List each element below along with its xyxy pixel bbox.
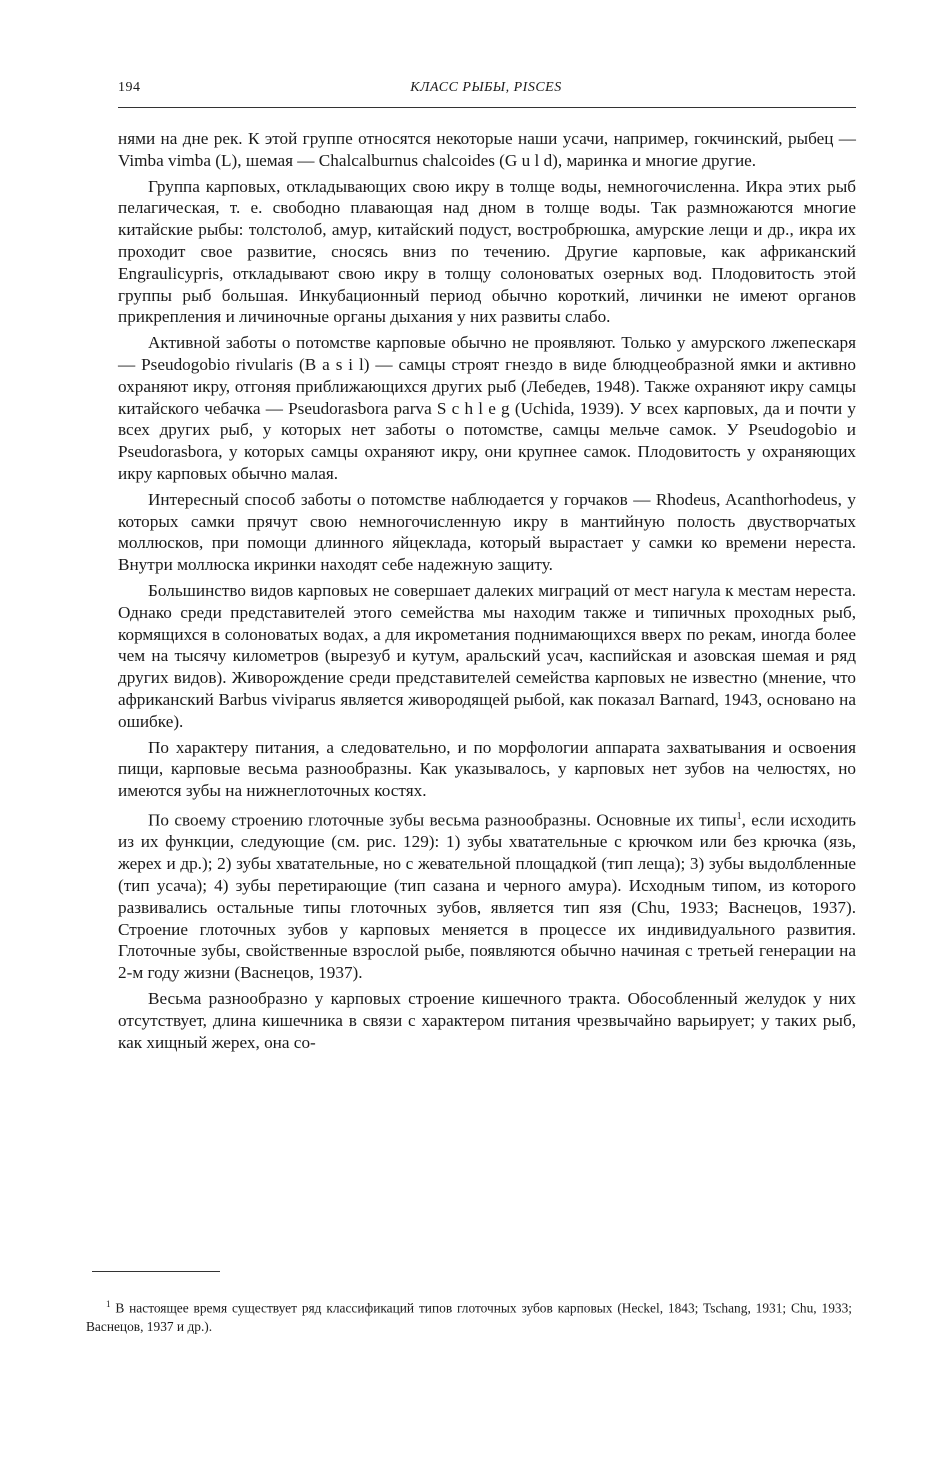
footnote-reference: 1 [736, 810, 742, 822]
running-title: КЛАСС РЫБЫ, PISCES [410, 80, 562, 95]
paragraph-bitterlings: Интересный способ заботы о потомстве наблюдается у горчаков — Rhodeus, Acanthorhodeus, у которых самки прячут свою немногочисленную икру в мантийную полость двустворчатых моллюсков, при помощи длинного яйцеклада, который вырастает у самки ко времени нереста. Внутри моллюска икринки находят себе надежную защиту. [118, 489, 856, 575]
footnote [86, 1295, 852, 1336]
paragraph-pharyngeal-teeth [118, 806, 856, 984]
paragraph-intestine: Весьма разнообразно у карповых строение кишечного тракта. Обособленный желудок у них отсутствует, длина кишечника в связи с характером питания чрезвычайно варьирует; у таких рыб, как хищный жерех, она со- [118, 989, 856, 1052]
paragraph-pharyngeal-teeth-rest: , если исходить из их функции, следующие (см. рис. 129): 1) зубы хватательные с крючком или без крючка (язь, жерех и др.); 2) зубы хватательные, но с жевательной площадкой (тип леща); 3) зубы выдолбленные (тип усача); 4) зубы перетирающие (тип сазана и черного амура). Исходным типом, из которого развивались остальные типы глоточных зубов, является тип язя (Chu, 1933; Васнецов, 1937). Строение глоточных зубов у карповых меняется в процессе их индивидуального развития. Глоточные зубы, свойственные взрослой рыбе, появляются обычно начиная с третьей генерации на 2-м году жизни (Васнецов, 1937). [118, 810, 857, 983]
footnote-rule [92, 1271, 220, 1272]
footnote-text: В настоящее время существует ряд классификаций типов глоточных зубов карповых (Heckel, 1843; Tschang, 1931; Chu, 1933; Васнецов, 1937 и др.). [86, 1300, 852, 1335]
paragraph-pelagic-spawners: Группа карповых, откладывающих свою икру в толще воды, немногочисленна. Икра этих рыб пелагическая, т. е. свободно плавающая над дном в толще воды. Так размножаются многие китайские рыбы: толстолоб, амур, китайский подуст, востробрюшка, амурские лещи и др., икра их проходит свое развитие, сносясь вниз по течению. Другие карповые, как африканский Engraulicypris, откладывают свою икру в толщу солоноватых озерных вод. Плодовитость этой группы рыб большая. Инкубационный период обычно короткий, личинки не имеют органов прикрепления и личиночные органы дыхания у них развиты слабо. [118, 176, 856, 327]
paragraph-feeding: По характеру питания, а следовательно, и по морфологии аппарата захватывания и освоения пищи, карповые весьма разнообразны. Как указывалось, у карповых нет зубов на челюстях, но имеются зубы на нижнеглоточных костях. [118, 737, 856, 801]
header-rule [118, 107, 856, 108]
paragraph-pharyngeal-teeth-start: По своему строению глоточные зубы весьма разнообразны. Основные их типы [148, 810, 737, 830]
footnote-marker: 1 [106, 1299, 111, 1309]
paragraph-continuation: нями на дне рек. К этой группе относятся некоторые наши усачи, например, гокчинский, рыбец — Vimba vimba (L), шемая — Chalcalburnus chalcoides (G u l d), маринка и многие другие. [118, 129, 856, 170]
body-text [118, 128, 856, 1057]
page-number: 194 [118, 80, 141, 95]
paragraph-migrations: Большинство видов карповых не совершает далеких миграций от мест нагула к местам нереста. Однако среди представителей этого семейства мы находим также и типичных проходных рыб, кормящихся в солоноватых водах, а для икрометания поднимающихся вверх по рекам, иногда более чем на тысячу километров (вырезуб и кутум, аральский усач, каспийская и азовская шемая и ряд других видов). Живорождение среди представителей семейства карповых не известно (мнение, что африканский Barbus viviparus является живородящей рыбой, как показал Barnard, 1943, основано на ошибке). [118, 580, 856, 731]
paragraph-parental-care: Активной заботы о потомстве карповые обычно не проявляют. Только у амурского лжепескаря — Pseudogobio rivularis (B a s i l) — самцы строят гнездо в виде блюдцеобразной ямки и активно охраняют икру, отгоняя приближающихся других рыб (Лебедев, 1948). Также охраняют икру самцы китайского чебачка — Pseudorasbora parva S c h l e g (Uchida, 1939). У всех карповых, да и почти у всех других рыб, у которых нет заботы о потомстве, самцы мельче самок. У Pseudogobio и Pseudorasbora, у которых самцы охраняют икру, они крупнее самок. Плодовитость у охраняющих икру карповых обычно малая. [118, 333, 856, 483]
page-header [118, 80, 854, 104]
